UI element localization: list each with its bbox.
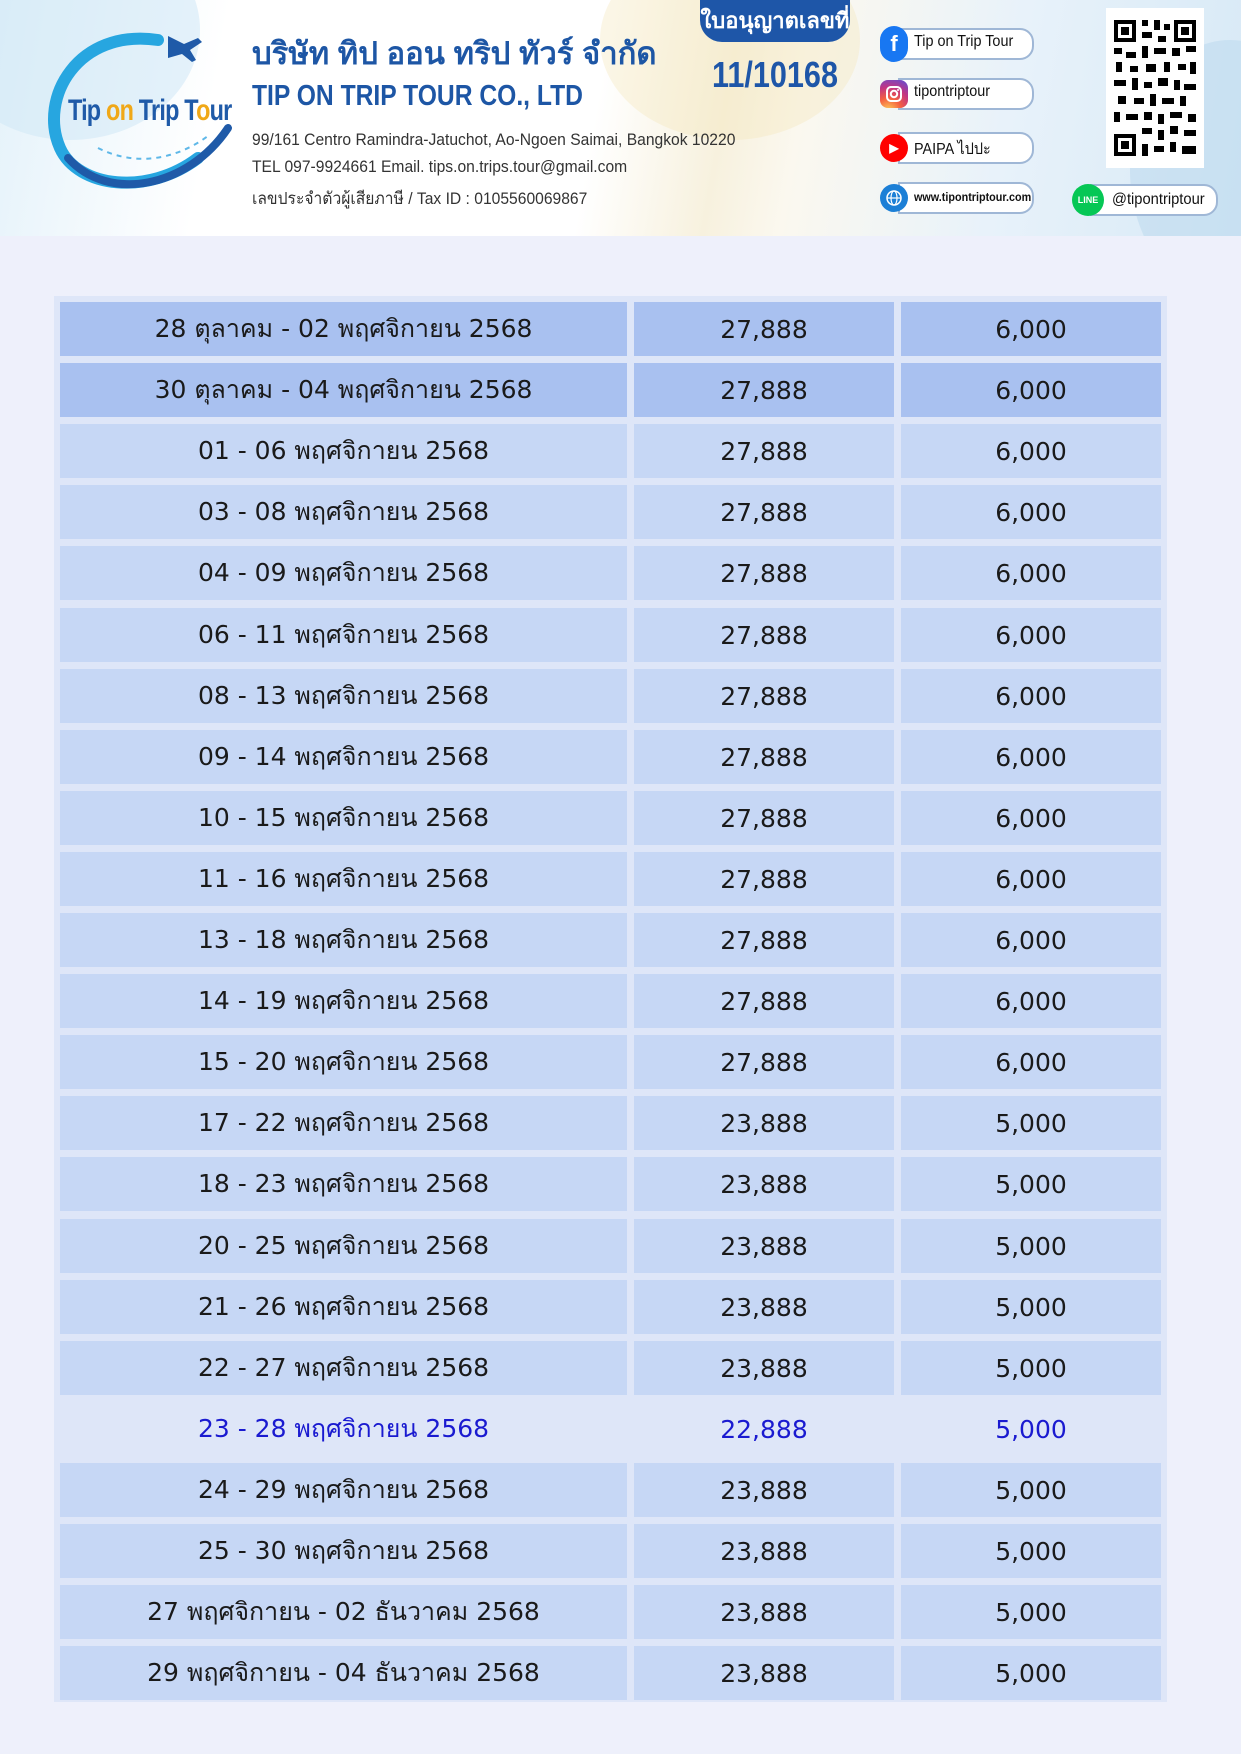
departure-date-cell: 25 - 30 พฤศจิกายน 2568 [60, 1524, 627, 1578]
table-row [60, 546, 1161, 600]
price-cell: 27,888 [634, 546, 894, 600]
departure-date-cell: 30 ตุลาคม - 04 พฤศจิกายน 2568 [60, 363, 627, 417]
price-cell: 27,888 [634, 424, 894, 478]
deposit-cell: 5,000 [901, 1524, 1161, 1578]
price-cell: 27,888 [634, 608, 894, 662]
departure-date-cell: 23 - 28 พฤศจิกายน 2568 [197, 1414, 490, 1443]
departure-date-cell: 15 - 20 พฤศจิกายน 2568 [60, 1035, 627, 1089]
price-cell: 23,888 [634, 1585, 894, 1639]
facebook-link[interactable] [880, 26, 1036, 62]
deposit-cell: 6,000 [901, 852, 1161, 906]
table-row [60, 1402, 1161, 1456]
table-row [60, 363, 1161, 417]
table-row [60, 1096, 1161, 1150]
departure-date-cell: 27 พฤศจิกายน - 02 ธันวาคม 2568 [60, 1585, 627, 1639]
price-cell: 27,888 [634, 485, 894, 539]
price-cell: 23,888 [634, 1524, 894, 1578]
price-cell: 27,888 [634, 791, 894, 845]
table-row [60, 1157, 1161, 1211]
youtube-label: PAIPA ไปปะ [914, 141, 991, 158]
price-cell: 23,888 [634, 1219, 894, 1273]
table-row [60, 1219, 1161, 1273]
price-cell: 27,888 [634, 730, 894, 784]
deposit-cell: 6,000 [901, 669, 1161, 723]
price-cell: 27,888 [634, 913, 894, 967]
deposit-cell: 6,000 [901, 302, 1161, 356]
logo-wordmark: Tip on Trip Tour [68, 94, 232, 127]
deposit-cell: 6,000 [901, 363, 1161, 417]
license-number: 11/10168 [712, 54, 838, 95]
price-cell: 27,888 [634, 363, 894, 417]
departure-date-cell: 08 - 13 พฤศจิกายน 2568 [60, 669, 627, 723]
line-label: @tipontriptour [1112, 191, 1205, 208]
departure-date-cell: 22 - 27 พฤศจิกายน 2568 [60, 1341, 627, 1395]
table-row [60, 1035, 1161, 1089]
instagram-label: tipontriptour [914, 83, 991, 100]
company-tax-id: เลขประจำตัวผู้เสียภาษี / Tax ID : 0105560069867 [252, 189, 588, 208]
deposit-cell: 5,000 [901, 1646, 1161, 1700]
table-row [60, 730, 1161, 784]
table-row [60, 791, 1161, 845]
departure-date-cell: 01 - 06 พฤศจิกายน 2568 [60, 424, 627, 478]
departure-date-cell: 28 ตุลาคม - 02 พฤศจิกายน 2568 [60, 302, 627, 356]
deposit-cell: 6,000 [901, 974, 1161, 1028]
departure-date-cell: 24 - 29 พฤศจิกายน 2568 [60, 1463, 627, 1517]
table-row [60, 485, 1161, 539]
website-label: www.tipontriptour.com [914, 190, 1032, 204]
youtube-link[interactable] [880, 130, 1036, 166]
instagram-link[interactable] [880, 76, 1036, 112]
price-cell: 23,888 [634, 1463, 894, 1517]
price-cell: 23,888 [634, 1157, 894, 1211]
deposit-cell: 6,000 [901, 730, 1161, 784]
line-link[interactable] [1072, 180, 1222, 220]
deposit-cell: 5,000 [995, 1414, 1067, 1444]
deposit-cell: 5,000 [901, 1463, 1161, 1517]
table-row [60, 1280, 1161, 1334]
deposit-cell: 6,000 [901, 608, 1161, 662]
departure-date-cell: 11 - 16 พฤศจิกายน 2568 [60, 852, 627, 906]
table-row [60, 974, 1161, 1028]
company-logo [38, 18, 233, 198]
price-cell: 27,888 [634, 974, 894, 1028]
table-row [60, 1524, 1161, 1578]
price-cell: 27,888 [634, 669, 894, 723]
table-row [60, 669, 1161, 723]
table-row [60, 424, 1161, 478]
price-cell: 23,888 [634, 1096, 894, 1150]
website-link[interactable] [880, 180, 1036, 216]
departure-date-cell: 17 - 22 พฤศจิกายน 2568 [60, 1096, 627, 1150]
deposit-cell: 5,000 [901, 1157, 1161, 1211]
deposit-cell: 6,000 [901, 424, 1161, 478]
table-row [60, 1341, 1161, 1395]
table-row [60, 1463, 1161, 1517]
departure-date-cell: 21 - 26 พฤศจิกายน 2568 [60, 1280, 627, 1334]
table-row [60, 1646, 1161, 1700]
facebook-icon: f [880, 26, 908, 62]
deposit-cell: 5,000 [901, 1280, 1161, 1334]
departure-date-cell: 03 - 08 พฤศจิกายน 2568 [60, 485, 627, 539]
price-cell: 27,888 [634, 302, 894, 356]
instagram-icon [880, 80, 908, 108]
letterhead [0, 0, 1241, 236]
departure-date-cell: 20 - 25 พฤศจิกายน 2568 [60, 1219, 627, 1273]
table-row [60, 1585, 1161, 1639]
deposit-cell: 5,000 [901, 1096, 1161, 1150]
deposit-cell: 6,000 [901, 485, 1161, 539]
license-label: ใบอนุญาตเลขที่ [700, 0, 850, 42]
youtube-icon: ▶ [880, 134, 908, 162]
price-cell: 27,888 [634, 852, 894, 906]
company-contact: TEL 097-9924661 Email. tips.on.trips.tour@gmail.com [252, 157, 628, 176]
deposit-cell: 6,000 [901, 546, 1161, 600]
line-icon: LINE [1072, 184, 1104, 216]
deposit-cell: 5,000 [901, 1585, 1161, 1639]
globe-icon [880, 184, 908, 212]
company-address: 99/161 Centro Ramindra-Jatuchot, Ao-Ngoen Saimai, Bangkok 10220 [252, 130, 736, 149]
price-cell: 22,888 [720, 1414, 808, 1444]
price-table [54, 296, 1167, 1702]
deposit-cell: 6,000 [901, 791, 1161, 845]
deposit-cell: 6,000 [901, 913, 1161, 967]
deposit-cell: 5,000 [901, 1341, 1161, 1395]
table-row [60, 302, 1161, 356]
departure-date-cell: 29 พฤศจิกายน - 04 ธันวาคม 2568 [60, 1646, 627, 1700]
table-row [60, 852, 1161, 906]
price-cell: 27,888 [634, 1035, 894, 1089]
deposit-cell: 6,000 [901, 1035, 1161, 1089]
qr-code[interactable] [1106, 8, 1204, 168]
company-name-english: TIP ON TRIP TOUR CO., LTD [252, 80, 583, 112]
departure-date-cell: 06 - 11 พฤศจิกายน 2568 [60, 608, 627, 662]
company-name-thai: บริษัท ทิป ออน ทริป ทัวร์ จำกัด [252, 36, 657, 71]
price-cell: 23,888 [634, 1341, 894, 1395]
departure-date-cell: 13 - 18 พฤศจิกายน 2568 [60, 913, 627, 967]
price-cell: 23,888 [634, 1646, 894, 1700]
departure-date-cell: 18 - 23 พฤศจิกายน 2568 [60, 1157, 627, 1211]
departure-date-cell: 10 - 15 พฤศจิกายน 2568 [60, 791, 627, 845]
price-cell: 23,888 [634, 1280, 894, 1334]
departure-date-cell: 09 - 14 พฤศจิกายน 2568 [60, 730, 627, 784]
table-row [60, 608, 1161, 662]
table-row [60, 913, 1161, 967]
facebook-label: Tip on Trip Tour [914, 33, 1014, 50]
departure-date-cell: 04 - 09 พฤศจิกายน 2568 [60, 546, 627, 600]
departure-date-cell: 14 - 19 พฤศจิกายน 2568 [60, 974, 627, 1028]
deposit-cell: 5,000 [901, 1219, 1161, 1273]
